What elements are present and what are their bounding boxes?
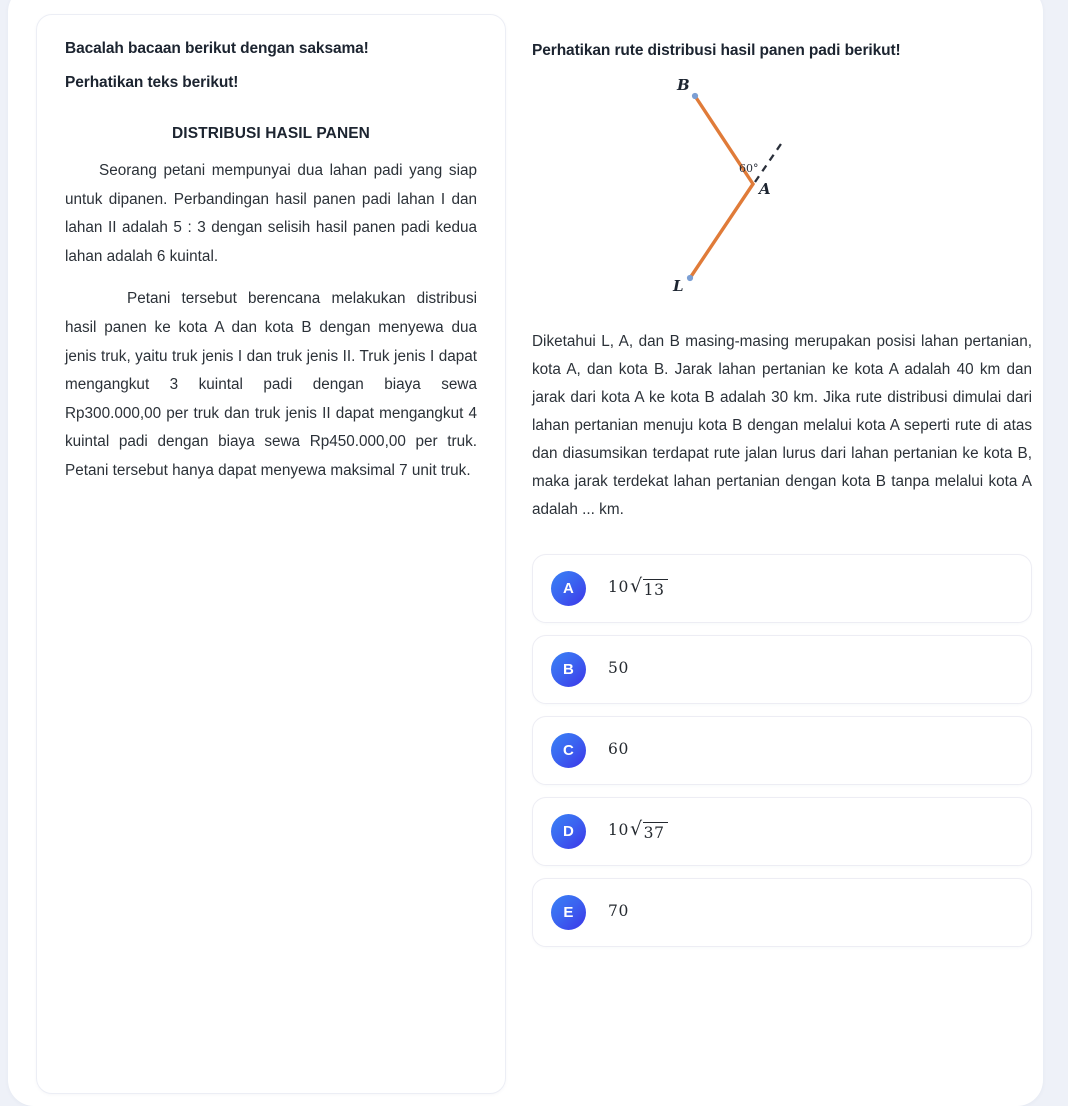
option-value-e: 70 xyxy=(608,902,629,921)
instruction-secondary: Perhatikan teks berikut! xyxy=(65,74,239,92)
passage-paragraph: Petani tersebut berencana melakukan distribusi hasil panen ke kota A dan kota B dengan menyewa dua jenis truk, yaitu truk jenis I dan truk jenis II. Truk jenis I dapat mengangkut 3 kuintal padi dengan biaya sewa Rp300.000,00 per truk dan truk jenis II dapat mengangkut 4 kuintal padi dengan biaya sewa Rp450.000,00 per truk. Petani tersebut hanya dapat menyewa maksimal 7 unit truk. xyxy=(65,290,477,479)
dashed-extension-ray xyxy=(755,141,783,182)
app-shell xyxy=(8,0,1043,1106)
instruction-primary: Bacalah bacaan berikut dengan saksama! xyxy=(65,40,369,57)
radical-sign-icon: √ xyxy=(629,818,643,841)
option-card-c[interactable] xyxy=(532,716,1032,785)
passage-paragraph: Seorang petani mempunyai dua lahan padi yang siap untuk dipanen. Perbandingan hasil panen padi lahan I dan lahan II adalah 5 : 3 dengan selisih hasil panen padi kedua lahan adalah 6 kuintal. xyxy=(65,162,477,265)
option-value-a xyxy=(608,571,668,599)
segment-a-l xyxy=(690,184,753,278)
label-point-b: B xyxy=(677,76,690,95)
option-a-coefficient: 10 xyxy=(608,578,629,597)
question-heading: Perhatikan rute distribusi hasil panen padi berikut! xyxy=(532,42,901,59)
radical-sign-icon: √ xyxy=(629,575,643,598)
point-b-dot xyxy=(692,93,698,99)
workspace xyxy=(36,14,1044,1094)
option-d-radicand: 37 xyxy=(643,822,668,842)
option-a-radicand: 13 xyxy=(643,579,668,599)
option-card-a[interactable] xyxy=(532,554,1032,623)
option-badge-b: B xyxy=(551,652,586,687)
route-diagram xyxy=(532,66,1038,328)
answer-options-list xyxy=(532,554,1038,947)
label-point-a: A xyxy=(759,180,771,199)
option-value-c: 60 xyxy=(608,740,629,759)
option-card-d[interactable] xyxy=(532,797,1032,866)
route-diagram-svg xyxy=(635,66,935,321)
option-badge-a: A xyxy=(551,571,586,606)
option-card-b[interactable] xyxy=(532,635,1032,704)
option-d-coefficient: 10 xyxy=(608,821,629,840)
option-badge-e: E xyxy=(551,895,586,930)
option-card-e[interactable] xyxy=(532,878,1032,947)
option-badge-c: C xyxy=(551,733,586,768)
option-value-b: 50 xyxy=(608,659,629,678)
option-badge-d: D xyxy=(551,814,586,849)
question-body: Diketahui L, A, dan B masing-masing merupakan posisi lahan pertanian, kota A, dan kota B. Jarak lahan pertanian ke kota A adalah 40 km dan jarak dari kota A ke kota B adalah 30 km. Jika rute distribusi dimulai dari lahan pertanian menuju kota B dengan melalui kota A seperti rute di atas dan diasumsikan terdapat rute jalan lurus dari lahan pertanian ke kota B, maka jarak terdekat lahan pertanian dengan kota B tanpa melalui kota A adalah ... km. xyxy=(532,333,1032,519)
passage-title: DISTRIBUSI HASIL PANEN xyxy=(172,125,370,143)
point-l-dot xyxy=(687,275,693,281)
option-value-d xyxy=(608,814,668,842)
label-point-l: L xyxy=(673,277,684,296)
label-angle-60: 60° xyxy=(739,162,759,176)
question-panel xyxy=(518,14,1044,1094)
reading-passage-card xyxy=(36,14,506,1094)
